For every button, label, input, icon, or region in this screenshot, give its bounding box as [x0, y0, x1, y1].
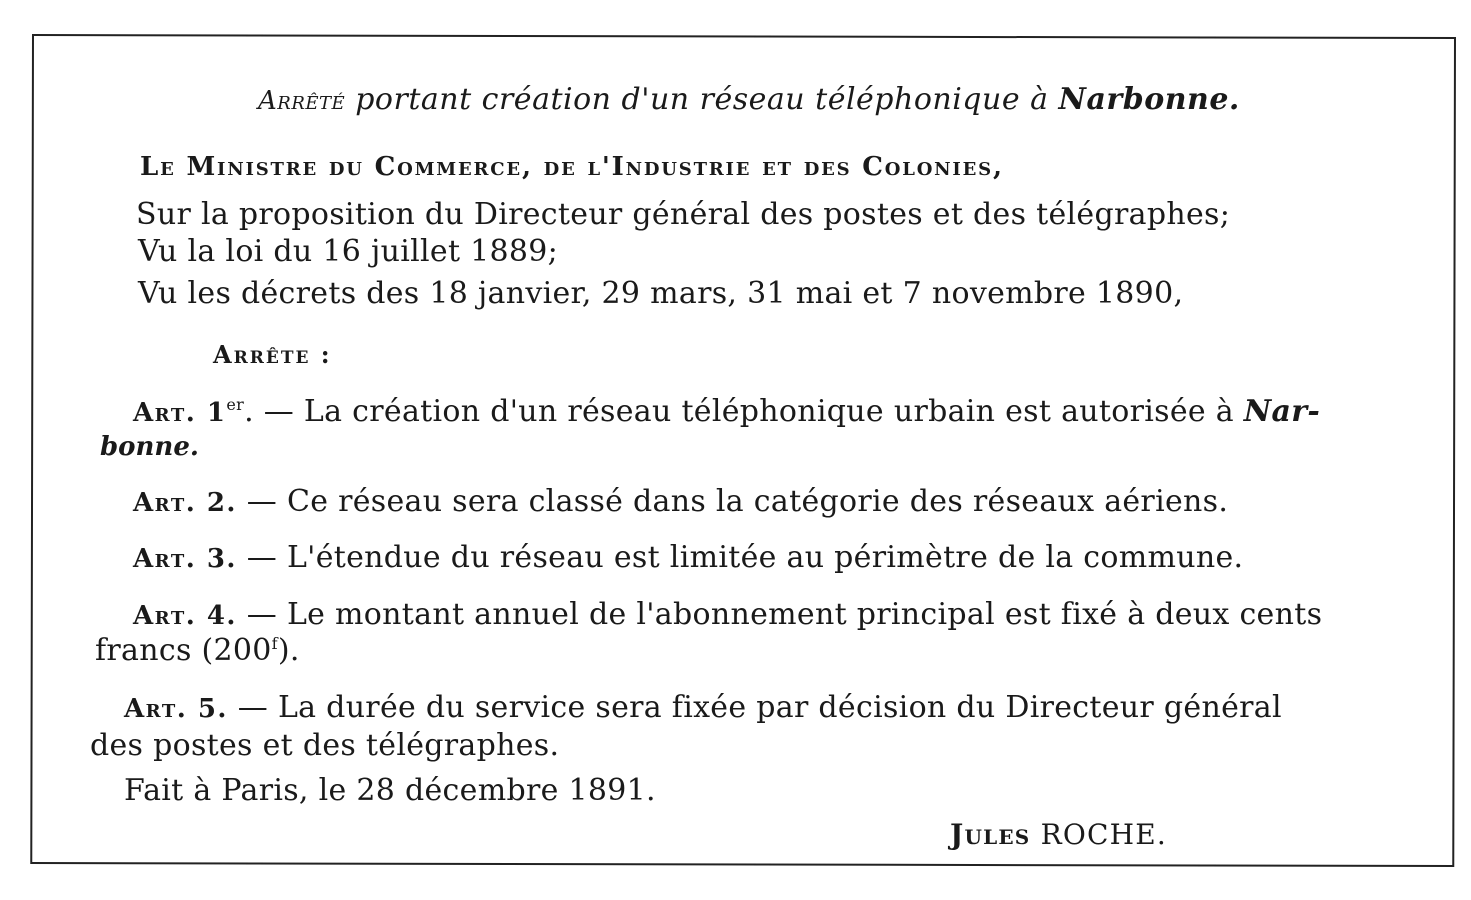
article-4-text: — Le montant annuel de l'abonnement principal est fixé à deux cents	[236, 597, 1323, 632]
article-2	[133, 484, 1228, 519]
article-2-label: Art. 2.	[133, 488, 237, 518]
visa-loi: Vu la loi du 16 juillet 1889;	[138, 234, 559, 269]
article-5-text: — La durée du service sera fixée par décision du Directeur général	[227, 690, 1282, 725]
title-text: portant création d'un réseau téléphonique à	[345, 82, 1059, 117]
article-4	[133, 597, 1322, 632]
signature	[950, 818, 1167, 851]
article-3	[133, 540, 1243, 575]
document-title	[258, 82, 1240, 117]
article-1-sup: er	[226, 395, 245, 414]
done-at: Fait à Paris, le 28 décembre 1891.	[124, 773, 656, 808]
article-4-cont: francs (200	[95, 633, 272, 668]
article-5-continuation: des postes et des télégraphes.	[90, 728, 560, 763]
article-2-text: — Ce réseau sera classé dans la catégorie des réseaux aériens.	[236, 484, 1229, 519]
signature-last-name: ROCHE.	[1040, 818, 1167, 851]
article-5	[124, 690, 1282, 725]
article-5-label: Art. 5.	[124, 694, 228, 724]
article-4-cont-end: ).	[277, 633, 300, 668]
visa-proposition: Sur la proposition du Directeur général des postes et des télégraphes;	[136, 197, 1231, 232]
article-4-label: Art. 4.	[133, 601, 237, 631]
article-1-label: Art. 1	[133, 398, 227, 428]
title-arrete: Arrêté	[258, 86, 346, 116]
title-city: Narbonne.	[1058, 82, 1240, 117]
article-4-sup: f	[271, 634, 278, 653]
article-1-city-start: Nar-	[1243, 394, 1321, 429]
article-3-text: — L'étendue du réseau est limitée au périmètre de la commune.	[236, 540, 1244, 575]
article-1-text: . — La création d'un réseau téléphonique urbain est autorisée à	[244, 394, 1244, 429]
visa-decrets: Vu les décrets des 18 janvier, 29 mars, 31 mai et 7 novembre 1890,	[138, 276, 1184, 311]
article-1	[133, 394, 1320, 429]
article-3-label: Art. 3.	[133, 544, 237, 574]
signature-first-name: Jules	[950, 818, 1031, 851]
minister-heading: Le Ministre du Commerce, de l'Industrie et des Colonies,	[140, 152, 1004, 182]
arrete-heading: Arrête :	[213, 340, 332, 369]
article-4-continuation	[95, 633, 300, 668]
article-1-city-end: bonne.	[100, 432, 199, 462]
